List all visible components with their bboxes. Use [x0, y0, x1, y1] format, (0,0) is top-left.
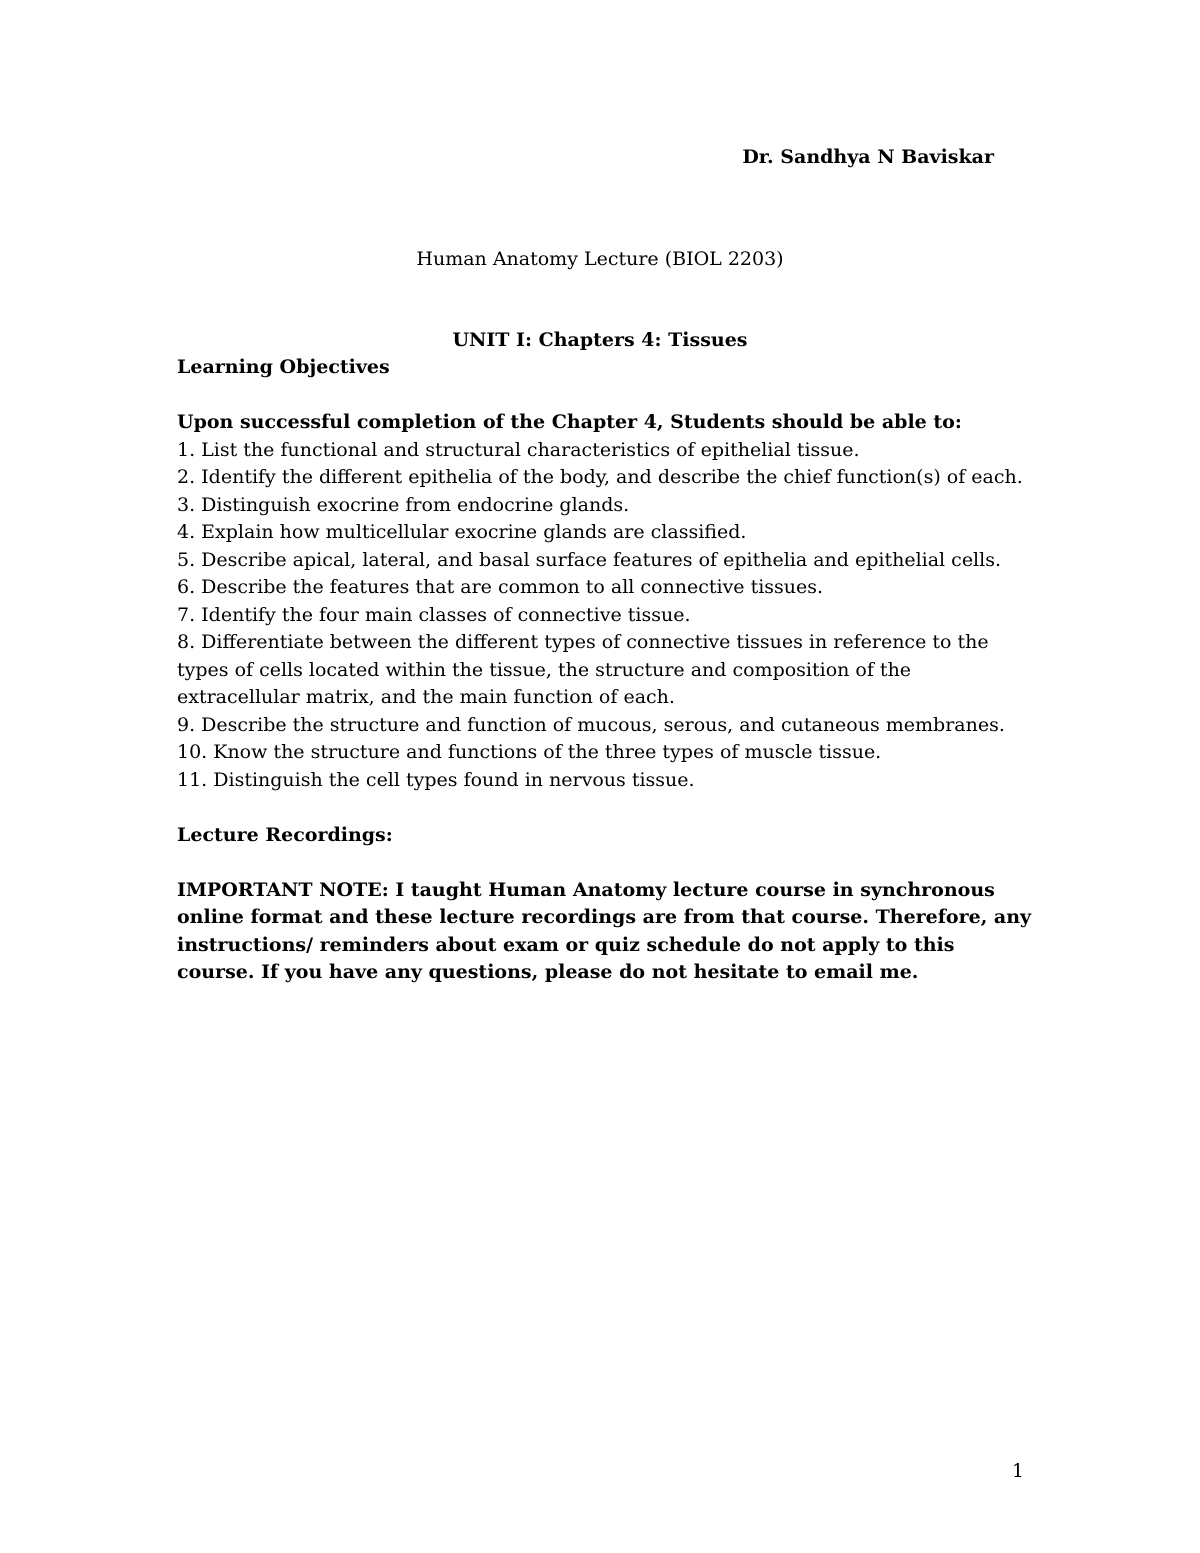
page-number: 1: [1011, 1460, 1024, 1482]
objectives-intro: Upon successful completion of the Chapter 4, Students should be able to:: [177, 411, 962, 433]
objective-item: 8. Differentiate between the different types of connective tissues in reference to the types of cells located within the tissue, the structure and composition of the extracellular matrix, and the main function of each.: [177, 631, 989, 708]
objective-item: 4. Explain how multicellular exocrine glands are classified.: [177, 521, 747, 543]
objective-item: 5. Describe apical, lateral, and basal surface features of epithelia and epithelial cells.: [177, 548, 1002, 571]
unit-title: UNIT I: Chapters 4: Tissues: [452, 329, 748, 351]
objective-item: 1. List the functional and structural characteristics of epithelial tissue.: [177, 438, 860, 461]
objective-item: 2. Identify the different epithelia of the body, and describe the chief function(s) of each.: [177, 466, 1023, 488]
spacer: [177, 794, 1037, 822]
objective-item: 6. Describe the features that are common to all connective tissues.: [177, 576, 824, 598]
objective-item: 11. Distinguish the cell types found in nervous tissue.: [177, 768, 695, 791]
objective-item: 7. Identify the four main classes of connective tissue.: [177, 603, 691, 626]
objective-item: 9. Describe the structure and function of mucous, serous, and cutaneous membranes.: [177, 713, 1005, 736]
spacer: [177, 849, 1037, 877]
objective-item: 3. Distinguish exocrine from endocrine glands.: [177, 493, 630, 516]
learning-objectives-heading: Learning Objectives: [177, 356, 390, 378]
author-name: Dr. Sandhya N Baviskar: [742, 146, 994, 168]
important-note: IMPORTANT NOTE: I taught Human Anatomy lecture course in synchronous online format and these lecture recordings are from that course. Therefore, any instructions/ reminders about exam or quiz schedule do not apply to this course. If you have any questions, please do not hesitate to email me.: [177, 878, 1032, 983]
course-title: Human Anatomy Lecture (BIOL 2203): [416, 248, 784, 270]
objectives-list: [177, 437, 1037, 795]
spacer: [177, 382, 1037, 410]
objective-item: 10. Know the structure and functions of the three types of muscle tissue.: [177, 741, 882, 763]
document-body: [177, 354, 1037, 987]
lecture-recordings-heading: Lecture Recordings:: [177, 823, 393, 846]
